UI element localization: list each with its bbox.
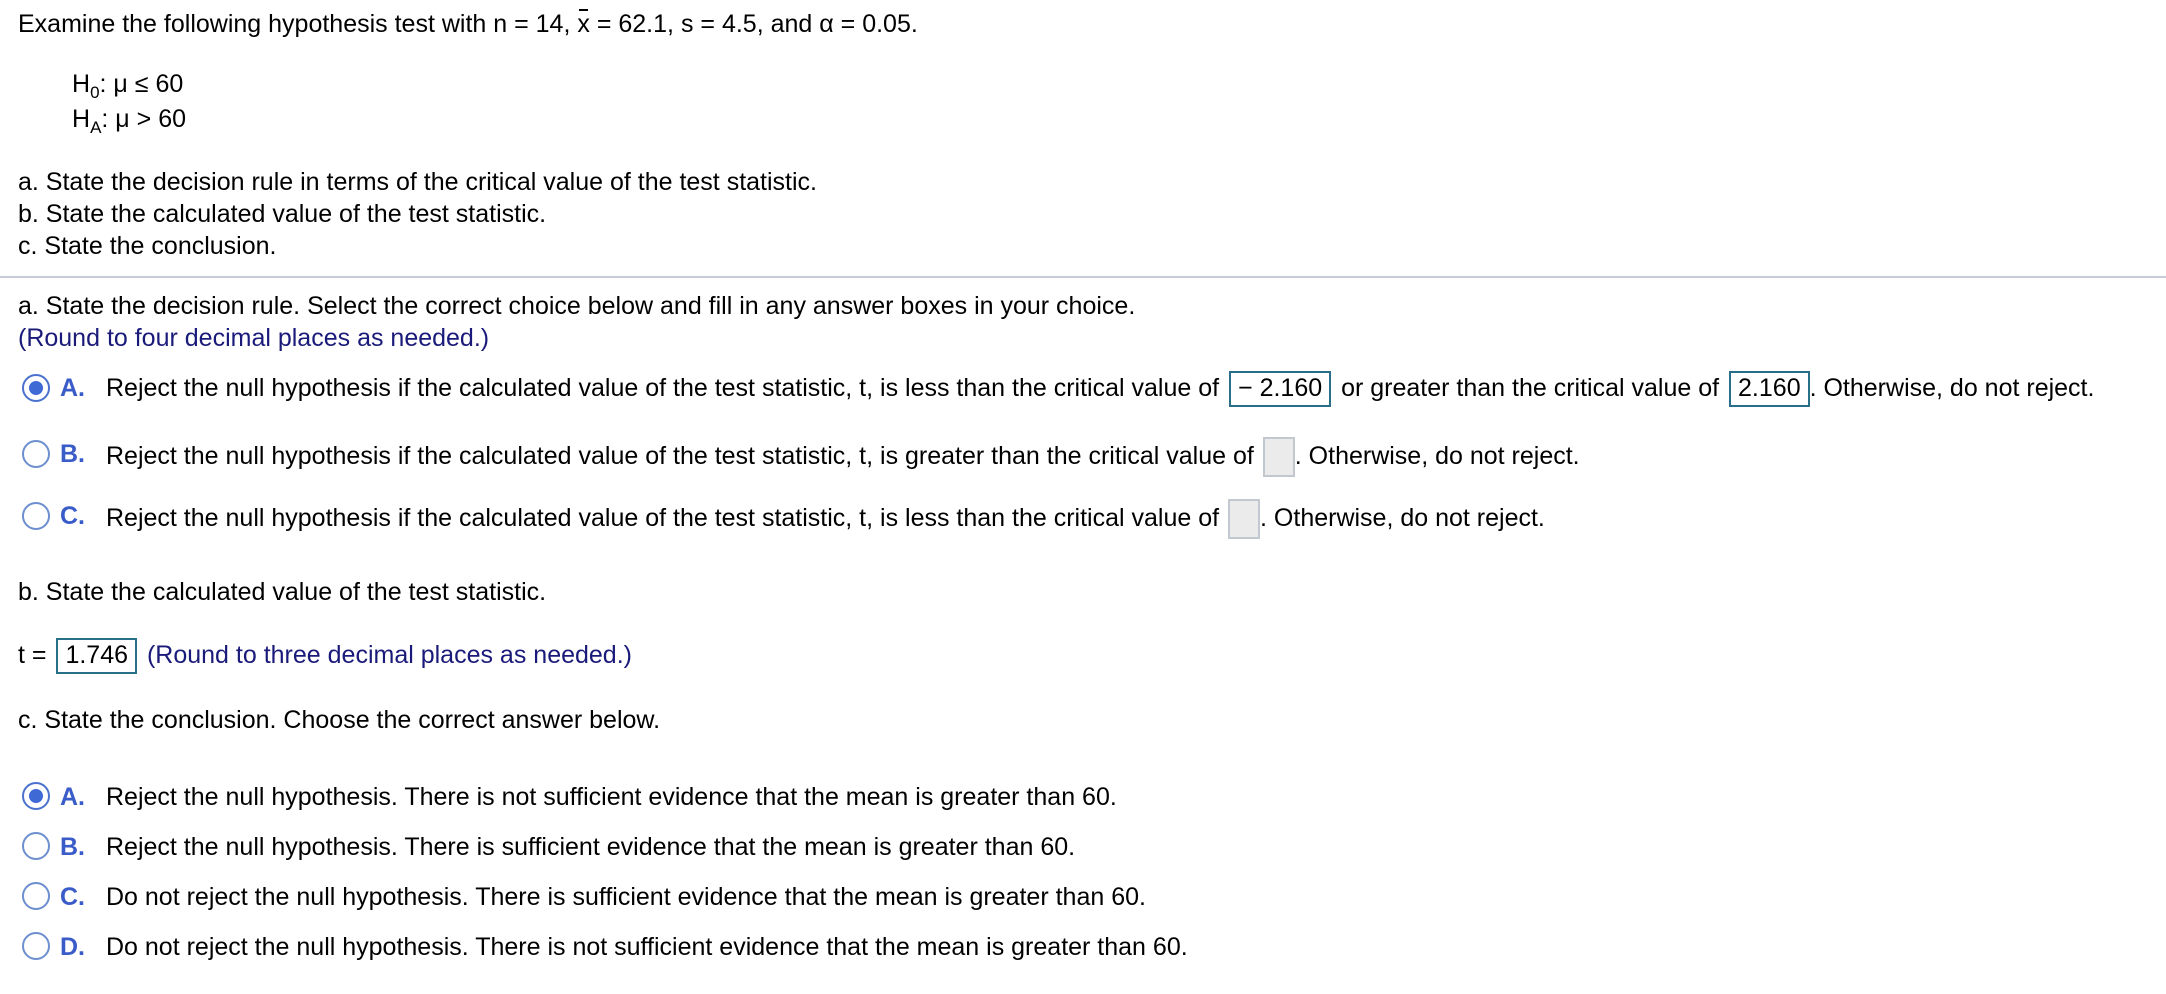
option-text: Reject the null hypothesis. There is sufficient evidence that the mean is greater than 60. — [106, 833, 1076, 861]
option-letter: A. — [60, 374, 85, 402]
radio-c[interactable] — [22, 502, 50, 530]
part-b-prompt: b. State the calculated value of the test statistic. — [18, 578, 547, 606]
option-b-text: Reject the null hypothesis if the calculated value of the test statistic, t, is greater than the critical value of — [106, 442, 1254, 470]
option-letter: A. — [60, 783, 85, 811]
null-hypothesis: $H_0$: μ ≤ 60 — [72, 70, 184, 102]
intro-prefix: Examine the following hypothesis test with n — [18, 10, 508, 38]
option-a-text: Reject the null hypothesis if the calculated value of the test statistic, t, is less than the critical value of — [106, 374, 1220, 402]
upper-critical-value-box[interactable]: 2.160 — [1729, 371, 1810, 407]
part-c-option-a[interactable] — [0, 782, 1400, 818]
option-c-text-end: . Otherwise, do not reject. — [1260, 504, 1545, 532]
part-c-prompt: c. State the conclusion. Choose the correct answer below. — [18, 706, 661, 734]
s-value: s = 4.5 — [680, 10, 757, 38]
option-a-text-mid: or greater than the critical value of — [1341, 374, 1720, 402]
part-c-option-c[interactable] — [0, 882, 1400, 918]
section-divider — [0, 276, 2166, 278]
radio-b[interactable] — [22, 440, 50, 468]
part-a-option-b[interactable] — [0, 436, 2166, 486]
option-letter: C. — [60, 883, 85, 911]
x-bar-symbol: x — [577, 10, 590, 38]
task-a: a. State the decision rule in terms of the critical value of the test statistic. — [18, 168, 817, 196]
task-b: b. State the calculated value of the test statistic. — [18, 200, 547, 228]
option-text: Do not reject the null hypothesis. There is sufficient evidence that the mean is greater than 60. — [106, 883, 1146, 911]
option-b-answer-box[interactable] — [1263, 437, 1295, 477]
radio-c[interactable] — [22, 882, 50, 910]
task-c: c. State the conclusion. — [18, 232, 277, 260]
t-value-box[interactable]: 1.746 — [56, 638, 137, 674]
problem-statement: Examine the following hypothesis test with n = 14, x = 62.1, s = 4.5, and α = 0.05. — [18, 10, 918, 38]
option-b-text-end: . Otherwise, do not reject. — [1294, 442, 1580, 470]
part-c-option-b[interactable] — [0, 832, 1400, 868]
part-c-option-d[interactable] — [0, 932, 1400, 968]
part-a-hint: (Round to four decimal places as needed.) — [18, 324, 490, 352]
option-letter: D. — [60, 933, 85, 961]
option-letter: B. — [60, 833, 85, 861]
alternative-hypothesis: $H_A$: μ > 60 — [72, 105, 187, 137]
option-a-text-end: . Otherwise, do not reject. — [1809, 374, 2095, 402]
t-statistic-row — [18, 636, 632, 674]
alpha-value: and α = 0.05. — [770, 10, 918, 38]
radio-d[interactable] — [22, 932, 50, 960]
part-a-option-c[interactable] — [0, 498, 2166, 548]
part-b-hint: (Round to three decimal places as needed.) — [146, 641, 632, 669]
option-text: Reject the null hypothesis. There is not sufficient evidence that the mean is greater than 60. — [106, 783, 1117, 811]
radio-a-selected[interactable] — [22, 782, 50, 810]
option-letter: B. — [60, 440, 85, 468]
part-a-prompt: a. State the decision rule. Select the correct choice below and fill in any answer boxes in your choice. — [18, 292, 1136, 320]
radio-b[interactable] — [22, 832, 50, 860]
x-bar-value: 62.1 — [618, 10, 668, 38]
option-text: Do not reject the null hypothesis. There is not sufficient evidence that the mean is greater than 60. — [106, 933, 1188, 961]
n-value: 14 — [535, 10, 564, 38]
t-label: t = — [18, 641, 47, 669]
radio-a-selected[interactable] — [22, 374, 50, 402]
lower-critical-value-box[interactable]: − 2.160 — [1229, 371, 1331, 407]
part-a-option-a[interactable] — [0, 370, 2166, 420]
option-c-text: Reject the null hypothesis if the calculated value of the test statistic, t, is less than the critical value of — [106, 504, 1220, 532]
option-letter: C. — [60, 502, 85, 530]
option-c-answer-box[interactable] — [1228, 499, 1260, 539]
